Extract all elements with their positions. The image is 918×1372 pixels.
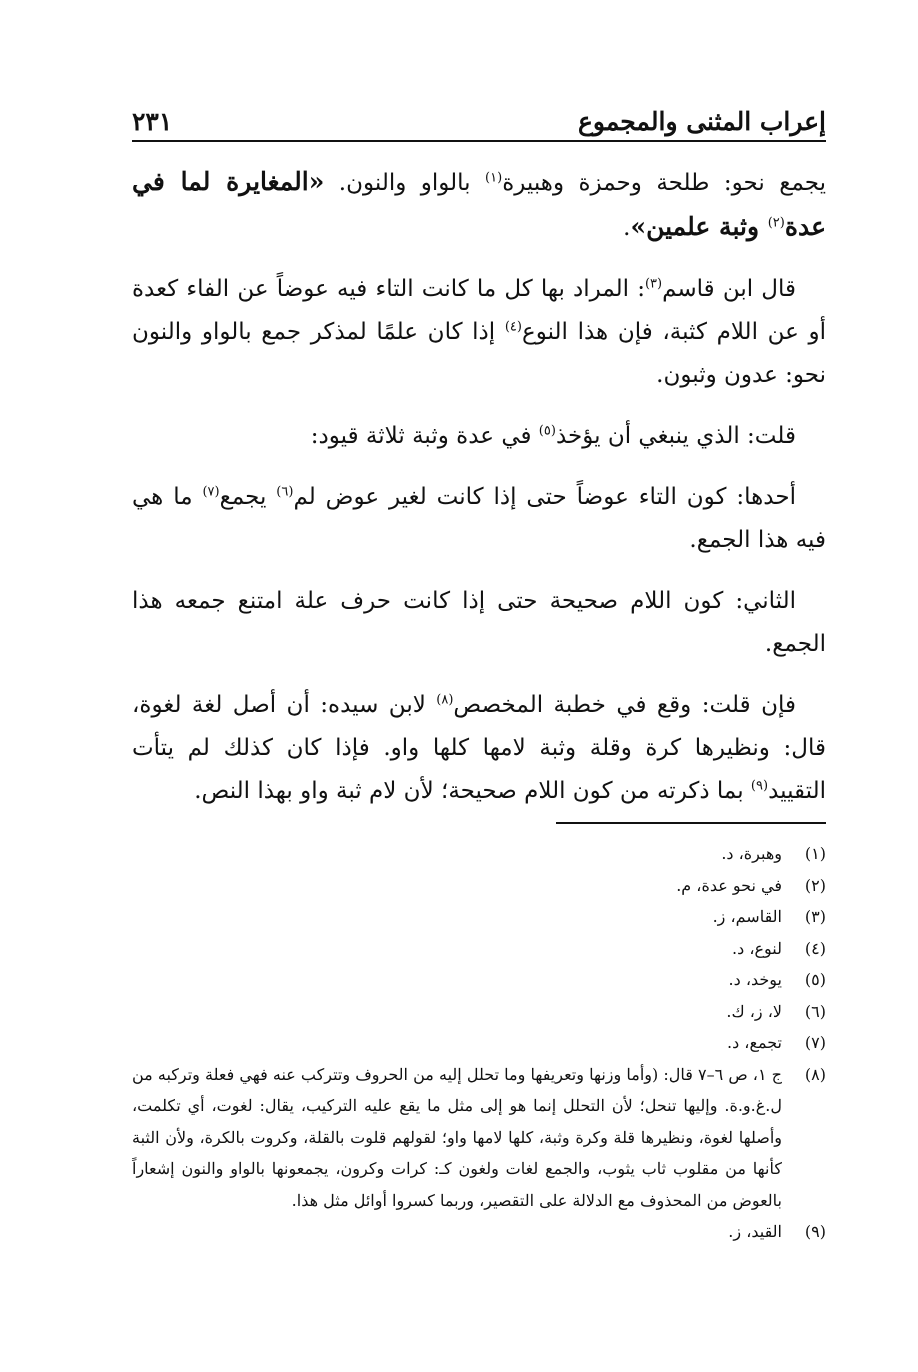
footnote-marker-2[interactable]: (٢) <box>767 215 785 231</box>
footnote-marker-8[interactable]: (٨) <box>436 692 454 708</box>
text-span: يجمع نحو: طلحة وحمزة وهبيرة <box>502 170 826 196</box>
footnote-6 <box>132 996 826 1028</box>
paragraph-5: الثاني: كون اللام صحيحة حتى إذا كانت حرف علة امتنع جمعه هذا الجمع. <box>132 588 826 657</box>
footnote-text: القاسم، ز. <box>712 907 782 926</box>
footnote-separator <box>556 822 826 824</box>
text-span: أحدها: كون التاء عوضاً حتى إذا كانت لغير عوض لم <box>293 484 796 510</box>
text-span: : المراد بها كل ما كانت التاء فيه عوضاً عن الفاء كعدة أو عن اللام كثبة، فإن هذا النوع <box>132 276 826 345</box>
footnote-number: (٧) <box>804 1033 826 1052</box>
bold-quote-end: وثبة علمين» <box>630 212 768 241</box>
page-number: ٢٣١ <box>132 107 173 136</box>
footnote-text: لا، ز، ك. <box>726 1001 782 1021</box>
text-span: يجمع <box>219 484 277 510</box>
footnote-text: يوخد، د. <box>728 970 782 989</box>
footnote-2 <box>132 870 826 902</box>
text-span: إذا كان علمًا لمذكر جمع بالواو والنون نحو: عدون وثبون. <box>132 319 826 388</box>
paragraph-2 <box>132 268 826 397</box>
text-span: في عدة وثبة ثلاثة قيود: <box>310 423 539 449</box>
footnote-number: (٨) <box>804 1064 826 1084</box>
footnote-marker-6[interactable]: (٦) <box>276 484 294 500</box>
footnote-text: لنوع، د. <box>732 938 782 958</box>
main-text <box>132 160 826 831</box>
footnote-text: في نحو عدة، م. <box>676 875 782 895</box>
bold-quote: «المغايرة لما في عدة <box>132 167 826 241</box>
text-span: قلت: الذي ينبغي أن يؤخذ <box>555 423 796 449</box>
footnote-marker-9[interactable]: (٩) <box>750 778 769 794</box>
footnote-4 <box>132 933 826 965</box>
footnote-number: (١) <box>804 844 826 863</box>
footnote-text: القيد، ز. <box>728 1222 782 1241</box>
chapter-title: إعراب المثنى والمجموع <box>578 107 826 136</box>
footnote-number: (٥) <box>804 970 826 989</box>
text-span: فإن قلت: وقع في خطبة المخصص <box>453 692 796 718</box>
footnote-text: وهبرة، د. <box>721 844 782 863</box>
footnote-number: (٤) <box>804 938 826 958</box>
footnote-text: تجمع، د. <box>726 1033 782 1052</box>
footnote-marker-1[interactable]: (١) <box>485 170 503 186</box>
footnote-9 <box>132 1216 826 1248</box>
footnote-text: ج ١، ص ٦–٧ قال: (وأما وزنها وتعريفها وما تحلل إليه من الحروف وتتركب عنه فهي فعلة وتركبه من ل.غ.و.ة. وإليها تنحل؛ لأن التحلل إنما هو إلى مثل ما يقع عليه التركيب، يقال: لغوت، أي تكلمت، وأصلها لغوة، ونظيرها قلة وكرة وثبة، كلها لامها واو؛ لقولهم قلوت بالقلة، وكروت بالكرة، ولأن الثبة كأنها من مقلوب ثاب يثوب، والجمع لغات ولغون كـ: كرات وكرون، يجمعونها بالواو والنون إشعاراً بالعوض من المحذوف مع الدلالة على التقصير، وربما كسروا أوائل مثل هذا. <box>132 1064 782 1210</box>
footnote-number: (٦) <box>804 1001 826 1021</box>
footnote-marker-5[interactable]: (٥) <box>538 423 556 439</box>
paragraph-1 <box>132 160 826 250</box>
running-header <box>132 98 826 142</box>
text-span: ما هي فيه هذا الجمع. <box>132 484 826 553</box>
footnote-marker-3[interactable]: (٣) <box>644 276 663 292</box>
paragraph-4 <box>132 476 826 562</box>
footnote-number: (٢) <box>804 875 826 895</box>
text-span: قال ابن قاسم <box>662 276 796 302</box>
footnote-number: (٩) <box>804 1222 826 1241</box>
footnote-1 <box>132 838 826 870</box>
footnote-8 <box>132 1059 826 1217</box>
text-span: بالواو والنون. <box>324 170 486 196</box>
footnotes <box>132 838 826 1248</box>
footnote-5 <box>132 964 826 996</box>
paragraph-6 <box>132 684 826 813</box>
footnote-number: (٣) <box>804 907 826 926</box>
footnote-3 <box>132 901 826 933</box>
text-span: . <box>623 215 631 241</box>
footnote-marker-7[interactable]: (٧) <box>202 484 220 500</box>
paragraph-3 <box>132 415 826 458</box>
footnote-marker-4[interactable]: (٤) <box>504 319 522 335</box>
footnote-7 <box>132 1027 826 1059</box>
text-span: بما ذكرته من كون اللام صحيحة؛ لأن لام ثبة واو بهذا النص. <box>194 778 751 804</box>
text-span: لابن سيده: أن أصل لغة لغوة، قال: ونظيرها كرة وقلة وثبة لامها كلها واو. فإذا كان كذلك لم يتأت التقييد <box>132 692 826 804</box>
